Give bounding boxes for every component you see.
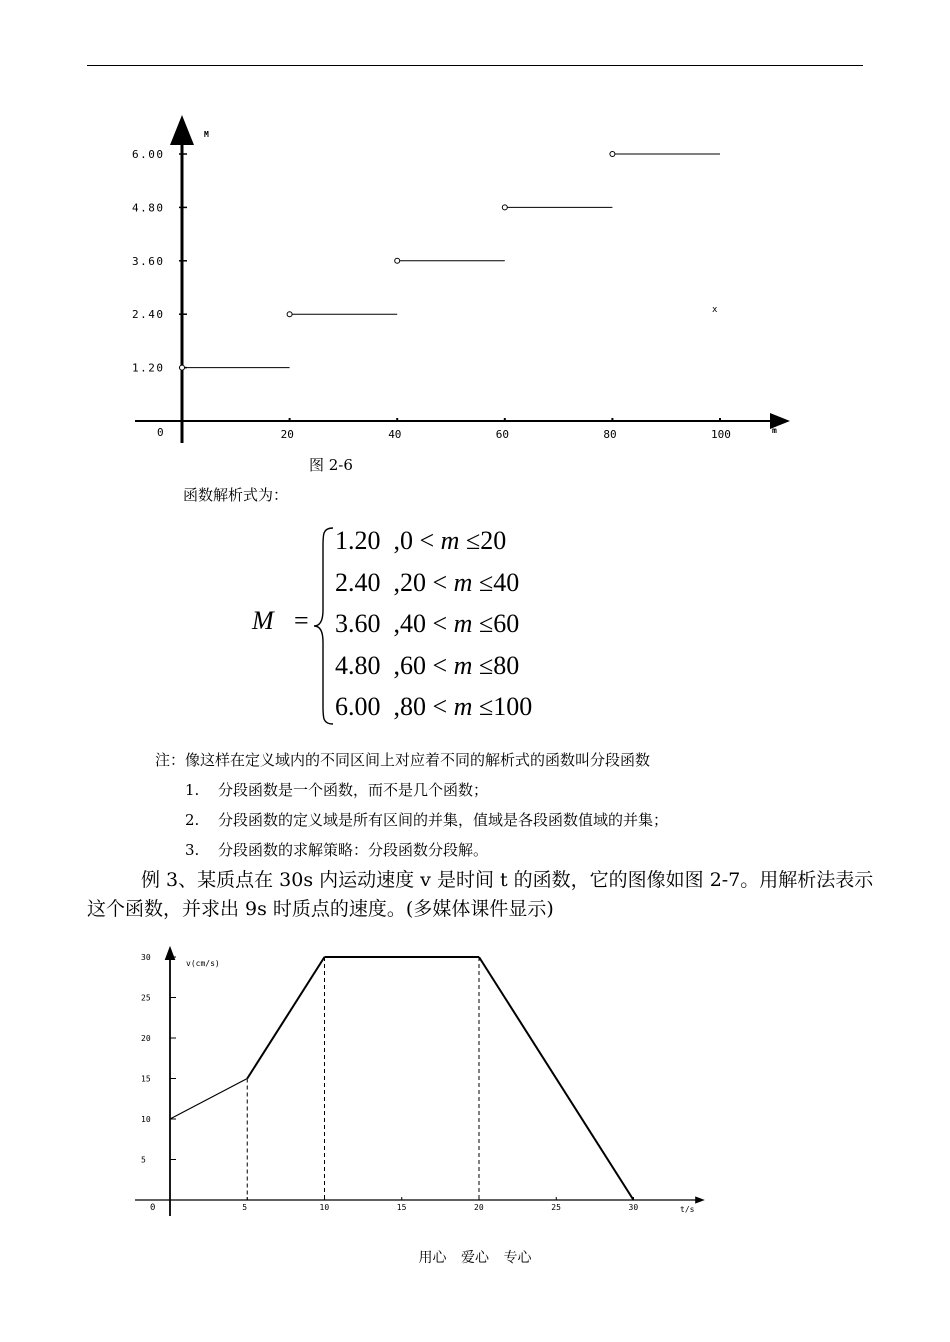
y-tick-label: 20	[141, 1034, 151, 1043]
case-value: 6.00	[335, 692, 381, 721]
x-tick-label: 5	[242, 1203, 248, 1212]
list-item: 1. 分段函数是一个函数，而不是几个函数；	[185, 781, 489, 799]
formula-case: 3.60 ,40 < m ≤60	[335, 609, 520, 638]
x-tick-label: 40	[388, 428, 402, 441]
left-brace	[313, 526, 335, 726]
x-tick-label: 20	[280, 428, 294, 441]
x-tick-label: 10	[319, 1203, 330, 1212]
y-tick-label: 4.80	[132, 201, 165, 215]
velocity-segment	[247, 957, 324, 1079]
y-tick-label: 3.60	[132, 254, 165, 268]
list-item: 3. 分段函数的求解策略：分段函数分段解。	[185, 841, 489, 859]
open-endpoint	[502, 205, 507, 210]
open-endpoint	[610, 152, 615, 157]
case-variable: m	[453, 609, 473, 638]
y-tick-label: 10	[141, 1115, 151, 1124]
x-axis-label: t/s	[680, 1205, 695, 1214]
y-axis-label: v(cm/s)	[186, 959, 220, 968]
case-variable: m	[453, 650, 473, 680]
formula-case: 6.00 ,80 < m ≤100	[335, 692, 533, 721]
x-tick-label: 25	[551, 1203, 561, 1212]
y-tick-label: 6.00	[132, 148, 165, 161]
open-endpoint	[180, 365, 185, 370]
case-upper-bound: 40	[493, 567, 520, 597]
example-3-paragraph: 例 3、某质点在 30s 内运动速度 v 是时间 t 的函数，它的图像如图 2-7。用解析法表示这个函数，并求出 9s 时质点的速度。(多媒体课件显示)	[87, 869, 874, 920]
velocity-segment	[170, 1079, 247, 1120]
case-variable: m	[453, 567, 473, 597]
formula-case: 2.40 ,20 < m ≤40	[335, 567, 520, 597]
velocity-segment	[479, 957, 634, 1200]
extra-x-label: x	[712, 305, 718, 315]
piecewise-formula	[0, 520, 950, 730]
x-tick-label: 80	[603, 428, 617, 441]
case-lower-bound: 20	[400, 567, 426, 597]
case-value: 3.60	[335, 609, 381, 638]
x-axis-label: m	[772, 426, 777, 435]
properties-list	[185, 779, 668, 869]
figure-2-6-caption: 图 2-6	[309, 456, 353, 474]
list-item: 2. 分段函数的定义域是所有区间的并集，值域是各段函数值域的并集；	[185, 811, 669, 829]
y-tick-label: 1.20	[132, 361, 165, 375]
case-upper-bound: 20	[480, 526, 507, 555]
case-lower-bound: 80	[400, 692, 426, 721]
y-tick-label: 30	[141, 953, 151, 962]
case-value: 2.40	[335, 567, 381, 597]
x-tick-label: 30	[628, 1203, 639, 1212]
case-variable: m	[440, 526, 460, 555]
note-text: 注：像这样在定义域内的不同区间上对应着不同的解析式的函数叫分段函数	[155, 751, 651, 769]
formula-case: 1.20 ,0 < m ≤20	[335, 526, 507, 555]
case-upper-bound: 100	[493, 692, 533, 721]
open-endpoint	[287, 312, 292, 317]
x-tick-label: 100	[711, 428, 731, 441]
intro-text: 函数解析式为：	[183, 486, 289, 504]
page-footer: 用心 爱心 专心	[418, 1250, 532, 1266]
origin-label: 0	[157, 426, 164, 439]
case-value: 1.20	[335, 526, 381, 555]
x-tick-label: 15	[396, 1203, 407, 1212]
formula-case: 4.80 ,60 < m ≤80	[335, 650, 520, 680]
x-tick-label: 20	[474, 1203, 484, 1212]
case-value: 4.80	[335, 650, 381, 680]
formula-lhs: M	[252, 606, 274, 635]
y-axis-label: M	[204, 130, 209, 139]
case-lower-bound: 60	[400, 650, 426, 680]
figure-2-7-chart	[0, 940, 950, 1240]
open-endpoint	[395, 258, 400, 263]
case-upper-bound: 80	[493, 650, 520, 680]
origin-label: 0	[150, 1203, 156, 1213]
y-tick-label: 15	[141, 1074, 151, 1084]
case-variable: m	[453, 692, 473, 721]
x-tick-label: 60	[495, 428, 510, 441]
case-upper-bound: 60	[493, 609, 520, 638]
y-tick-label: 5	[141, 1155, 146, 1165]
figure-2-6-chart	[0, 0, 950, 450]
y-tick-label: 2.40	[132, 308, 165, 322]
case-lower-bound: 40	[400, 609, 426, 638]
case-lower-bound: 0	[400, 526, 413, 555]
formula-equals: =	[294, 606, 309, 635]
y-tick-label: 25	[141, 993, 151, 1003]
